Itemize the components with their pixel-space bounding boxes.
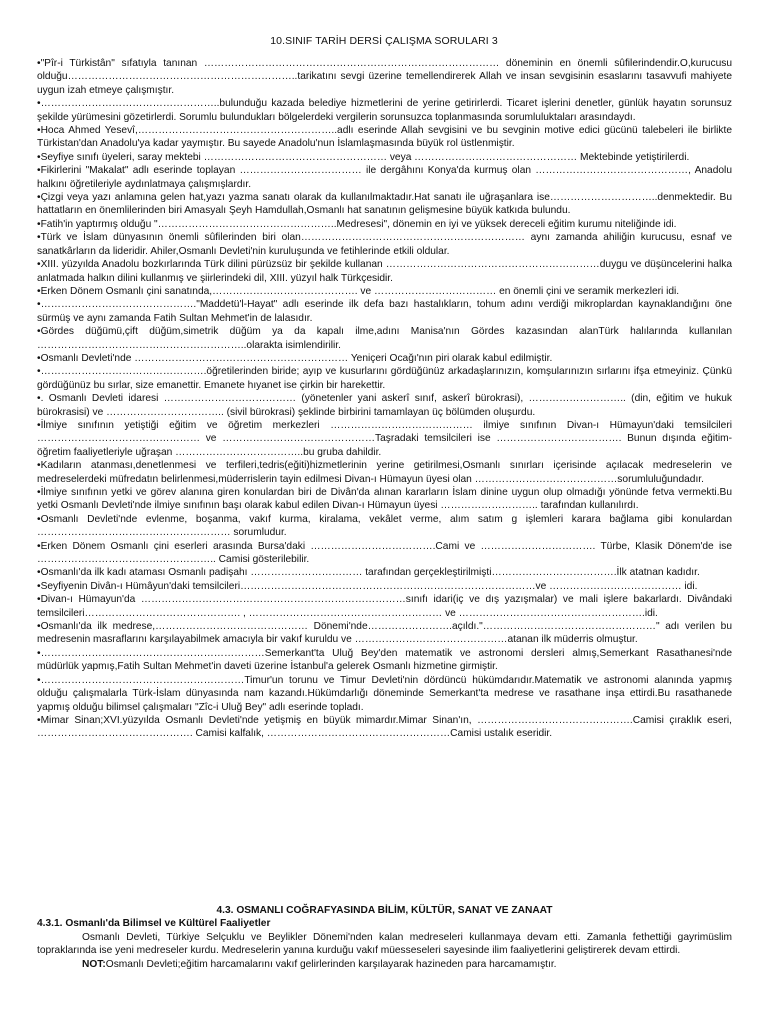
question-item: •Fikirlerini "Makalat" adlı eserinde toplayan ……………………………… ile dergâhını Konya'da kurmuş olan ………………………………………, Anadolu halkını öğretileriyle aydınlatmaya çalışmışlardır.	[37, 165, 732, 190]
question-item: •Osmanlı'da ilk kadı ataması Osmanlı padişahı …………………………… tarafından gerçekleştirilmişti……………………………….İlk atatnan kadıdır.	[37, 567, 700, 579]
question-item: •…………………………………………………………Semerkant'ta Uluğ Bey'den matematik ve astronomi dersleri almış,Semerkant Rasathanesi'nde müdürlük yapmış,Fatih Sultan Mehmet'in daveti üzerine İstanbul'a gelerek Osmanlı hizmetine girmiştir.	[37, 647, 732, 673]
question-item: •……………………………………………………Timur'un torunu ve Timur Devleti'nin dördüncü hükümdarıdır.Matematik ve astronomi alanında yapmış olduğu çalışmalarla Türk-İslam dünyasında nam kazandı.Hükümdarlığı döneminde Semerkant'ta medrese ve rasathane inşa ettirdi.Bu rasathanede yapmış olduğu bilimsel çalışmaları "Zîc-i Uluğ Bey" adlı eserinde topladı.	[37, 674, 732, 713]
question-item: •Çizgi veya yazı anlamına gelen hat,yazı yazma sanatı olarak da kullanılmaktadır.Hat sanatı ile uğraşanlara ise…………………………..denmektedir. Bu hattatların en önemlilerinden biri Amasyalı Şeyh Hamdullah,Osmanlı hat sanatının gelişmesine büyük katkıda bulundu.	[37, 192, 732, 217]
question-item: •Osmanlı Devleti'nde ……………………………………………………… Yeniçeri Ocağı'nın piri olarak kabul edilmiştir.	[37, 352, 553, 364]
section-block	[37, 904, 732, 971]
question-item: •XIII. yüzyılda Anadolu bozkırlarında Türk dilini pürüzsüz bir şekilde kullanan ………………………………………………………duygu ve düşüncelerini halka anlatmada halkın dilini kullanmış ve şiirlerindeki dil, XIII. yüzyıl halk Türkçesidir.	[37, 259, 732, 284]
question-item: •………………………………………."Maddetü'l-Hayat" adlı eserinde ilk defa bazı hastalıkların, tohum adını verdiği mikroplardan kaynaklandığını öne sürmüş ve aynı zamanda Fatih Sultan Mehmet'in de lalasıdır.	[37, 299, 732, 324]
question-item: •. Osmanlı Devleti idaresi ………………………………… (yönetenler yani askerî sınıf, askerî bürokrasi), ……………………….. (din, eğitim ve hukuk bürokrasisi) ve …………………………….. (sivil bürokrasi) şeklinde birbirini tamamlayan üç bölümden oluşurdu.	[37, 393, 732, 418]
question-item: •Türk ve İslam dünyasının önemli sûfilerinden biri olan………………………………………………………… aynı zamanda ahiliğin kurucusu, esnaf ve sanatkârların da lideridir. Ahiler,Osmanlı Devleti'nin kuruluşunda ve fetihlerinde etkili oldular.	[37, 232, 732, 257]
question-item: •Seyfiye sınıfı üyeleri, saray mektebi ……………………………………………… veya ………………………………………… Mektebinde yetiştirilerdi.	[37, 151, 690, 163]
note-text: Osmanlı Devleti;eğitim harcamalarını vakıf gelirlerinden karşılayarak hazineden para harcamamıştır.	[105, 958, 557, 970]
question-item: •İlmiye sınıfının yetki ve görev alanına giren konulardan biri de Divân'da alınan kararların İslam dinine uygun olup olmadığı yönünde fetva vermekti.Bu yetki Osmanlı Devleti'nde ilmiye sınıfının başı olarak kabul edilen Divan-ı Hümayun üyesi ……………………….. tarafından kullanılırdı.	[37, 487, 732, 512]
note-label: NOT:	[82, 958, 106, 970]
document-title: 10.SINIF TARİH DERSİ ÇALIŞMA SORULARI 3	[270, 35, 498, 47]
question-item: •İlmiye sınıfının yetiştiği eğitim ve öğretim merkezleri …………………………………… ilmiye sınıfının Divan-ı Hümayun'daki temsilcileri ………………………………………… ve ………………………………………Taşradaki temsilcileri ise ………………………………. Bunun dışında eğitim-öğretim faaliyetleriyle uğraşan ………………………………..bu gruba dahildir.	[37, 419, 732, 458]
question-item: •Divan-ı Hümayun'da ……………………………………………………………………sınıfı idari(iç ve dış yazışmalar) ve mali işlere bakarlardı. Divândaki temsilcileri………………………………………. , ………………………………………………… ve ……………………………………………….idi.	[37, 594, 732, 619]
question-item: •Fatih'in yaptırmış olduğu "……………………………………………..Medresesi", dönemin en iyi ve yüksek dereceli eğitim kurumu niteliğinde idi.	[37, 218, 677, 230]
question-item: •Hoca Ahmed Yesevî,…………………………………………………..adlı eserinde Allah sevgisini ve bu sevginin motive edici gücünü talebeleri ile birlikte Türkistan'dan Anadolu'ya kadar yaymıştır. Bu sayede Anadolu'nun İslamlaşmasında büyük rol üstlenmiştir.	[37, 125, 732, 150]
subsection-title: 4.3.1. Osmanlı'da Bilimsel ve Kültürel Faaliyetler	[37, 918, 271, 930]
question-item: •"Pîr-i Türkistân" sıfatıyla tanınan …………………………………………………………………………… döneminin en önemli sûfilerindendir.O,kurucusu olduğu…………………………………………………………..tarikatını sevgi üzerine temellendirerek Allah ve insan sevgisinin esaslarını tasavvufi mahiyete uygun izah etmeye çalışmıştır.	[37, 58, 732, 96]
section-paragraph: Osmanlı Devleti, Türkiye Selçuklu ve Beylikler Dönemi'nden kalan medreseleri kullanmaya devam etti. Zamanla fethettiği gayrimüslim topraklarında ise yeni medreseler kurdu. Medreselerin yanına kurduğu vakıf müesseseleri sayesinde ilim faaliyetlerini geliştirerek devam ettirdi.	[37, 931, 732, 957]
question-item: •Osmanlı'da ilk medrese,……………………………………… Dönemi'nde…………………….açıldı."……………………………………………" adı verilen bu medresenin masraflarını karşılayabilmek amacıyla bir vakıf kuruldu ve ………………………………………atanan ilk müderris olmuştur.	[37, 621, 732, 646]
question-item: •Mimar Sinan;XVI.yüzyılda Osmanlı Devleti'nde yetişmiş en büyük mimardır.Mimar Sinan'ın, ……………………………………….Camisi çıraklık eseri, ………………………………………. Camisi kalfalık, ………………………………………………Camisi ustalık eseridir.	[37, 714, 732, 740]
question-item: •Gördes düğümü,çift düğüm,simetrik düğüm ya da kapalı ilme,adını Manisa'nın Gördes kazasından alanTürk halılarında kullanılan ……………………………………………………..olarakta isimlendirilir.	[37, 326, 732, 351]
question-item: •Seyfiyenin Divân-ı Hümâyun'daki temsilcileri……………………………………………………………………………ve ………………………………… idi.	[37, 580, 698, 592]
question-item: •Erken Dönem Osmanlı çini sanatında,……………………………………. ve ……………………………… en önemli çini ve seramik merkezleri idi.	[37, 285, 680, 297]
section-title: 4.3. OSMANLI COĞRAFYASINDA BİLİM, KÜLTÜR, SANAT VE ZANAAT	[216, 905, 553, 916]
question-list	[37, 57, 732, 741]
question-item: •………………………………………….öğretilerinden biride; ayıp ve kusurlarını gördüğünüz arkadaşlarınızın, komşularınızın sırlarını ifşa etmeyiniz. Çünkü gördüğünüz bu sırlar, size emanettir. Emanete hıyanet ise çirkin bir harekettir.	[37, 366, 732, 391]
question-item: •Erken Dönem Osmanlı çini eserleri arasında Bursa'daki ……………………………….Cami ve ……………………………. Türbe, Klasik Dönem'de ise …………………………………………….. Camisi gösterilebilir.	[37, 540, 732, 566]
question-item: •Kadıların atanması,denetlenmesi ve terfileri,tedris(eğiti)hizmetlerinin yerine getirilmesi,Osmanlı sınırları içerisinde açılacak medreselerin ve medreselerdeki müfredatın belirlenmesi,müderrislerin tayin edilmesi Divan-ı Hümayun üyesi olan ……………………………………sorumluluğundadır.	[37, 460, 732, 485]
note-line	[37, 958, 732, 971]
question-item: •Osmanlı Devleti'nde evlenme, boşanma, vakıf kurma, kiralama, vekâlet verme, alım satım g işlemleri karara bağlama gibi konulardan ………………………………………………… sorumludur.	[37, 513, 732, 539]
question-item: •……………………………………………..bulunduğu kazada belediye hizmetlerini de yerine getirirlerdi. Ticaret işlerini denetler, günlük hayatın sorunsuz şekilde yürümesini gözetirlerdi. Sorumlu bulundukları bölgelerdeki vergilerin sorunsuzca toplanmasında sorumluluktaları arasındaydı.	[37, 98, 732, 123]
